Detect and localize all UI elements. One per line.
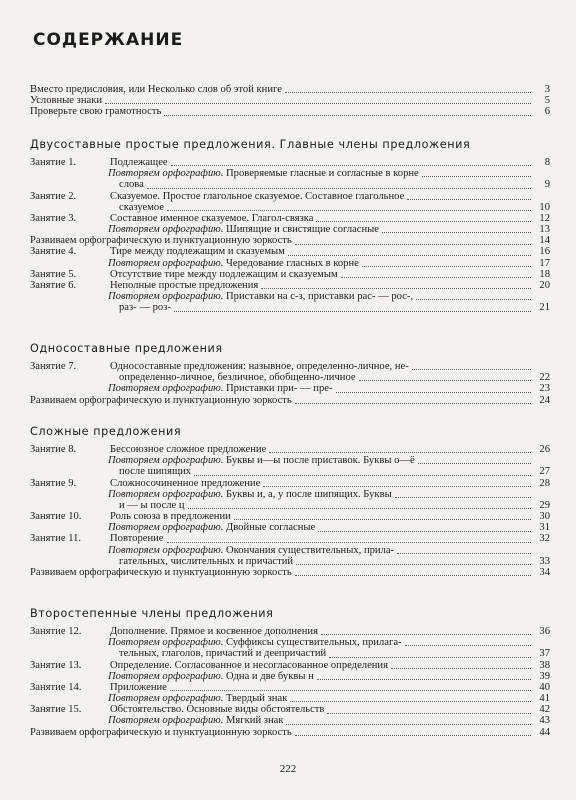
toc-entry-label xyxy=(30,95,102,106)
toc-entry xyxy=(30,179,550,190)
toc-entry xyxy=(30,224,550,235)
toc-entry-label xyxy=(108,671,314,682)
dot-leader xyxy=(295,735,531,736)
page-ref: 8 xyxy=(544,156,550,168)
dot-leader xyxy=(285,92,531,93)
lesson-topic: Мягкий знак xyxy=(223,715,284,727)
toc-entry xyxy=(30,444,550,455)
toc-entry xyxy=(30,291,550,302)
toc-entry xyxy=(30,372,550,383)
dot-leader xyxy=(318,531,531,532)
toc-entry-label xyxy=(108,637,402,648)
dot-leader xyxy=(295,403,531,404)
toc-entry-label xyxy=(108,291,413,302)
toc-entry xyxy=(30,247,550,258)
entry-title: Развиваем орфографическую и пунктуационную зоркость xyxy=(30,235,292,247)
toc-entry xyxy=(30,682,550,693)
toc-entry-label xyxy=(119,372,356,383)
dot-leader xyxy=(269,452,531,453)
continuation-text: слова xyxy=(119,179,144,191)
page-title: СОДЕРЖАНИЕ xyxy=(33,30,184,50)
toc-entry xyxy=(30,511,550,522)
dot-leader xyxy=(336,392,531,393)
dot-leader xyxy=(418,463,531,464)
toc-entry-label xyxy=(108,383,333,394)
lesson-title: Составное именное сказуемое. Глагол-связка xyxy=(110,212,314,224)
toc-entry xyxy=(30,455,550,466)
lesson-title: Обстоятельство. Основные виды обстоятельств xyxy=(110,704,325,716)
toc-entry xyxy=(30,191,550,202)
toc-entry-label xyxy=(108,545,394,556)
lesson-number: Занятие 6. xyxy=(30,280,77,292)
repeat-orthography-label: Повторяем орфографию. xyxy=(108,291,224,303)
toc-entry xyxy=(30,235,550,246)
lesson-title: Роль союза в предложении xyxy=(110,511,231,523)
dot-leader xyxy=(317,679,531,680)
toc-entry-label xyxy=(108,522,315,533)
toc-entry-label xyxy=(30,682,167,693)
section-heading: Двусоставные простые предложения. Главные члены предложения xyxy=(30,138,471,151)
lesson-number: Занятие 4. xyxy=(30,246,77,258)
dot-leader xyxy=(188,508,531,509)
dot-leader xyxy=(261,288,531,289)
toc-entry-label xyxy=(30,280,258,291)
toc-entry-label xyxy=(30,157,168,168)
repeat-orthography-label: Повторяем орфографию. xyxy=(108,455,224,467)
lesson-number: Занятие 7. xyxy=(30,360,77,372)
toc-entry-label xyxy=(30,511,231,522)
page-ref: 42 xyxy=(539,704,550,716)
page-ref: 23 xyxy=(539,383,550,395)
page-ref: 10 xyxy=(539,201,550,213)
lesson-number: Занятие 2. xyxy=(30,190,77,202)
dot-leader xyxy=(296,564,531,565)
page-ref: 36 xyxy=(539,625,550,637)
dot-leader xyxy=(194,475,531,476)
repeat-orthography-label: Повторяем орфографию. xyxy=(108,522,224,534)
lesson-title: Отсутствие тире между подлежащим и сказуемым xyxy=(110,268,338,280)
dot-leader xyxy=(397,553,531,554)
dot-leader xyxy=(329,657,531,658)
repeat-orthography-label: Повторяем орфографию. xyxy=(108,670,224,682)
toc-entry-label xyxy=(108,224,379,235)
toc-entry xyxy=(30,648,550,659)
toc-entry-label xyxy=(119,556,293,567)
page-number: 222 xyxy=(279,763,297,775)
dot-leader xyxy=(167,542,531,543)
dot-leader xyxy=(391,668,531,669)
toc-entry-label xyxy=(30,246,285,257)
toc-entry xyxy=(30,202,550,213)
page-ref: 33 xyxy=(539,555,550,567)
lesson-title: Определение. Согласованное и несогласованное определения xyxy=(110,659,388,671)
lesson-number: Занятие 9. xyxy=(30,477,77,489)
toc-entry xyxy=(30,395,550,406)
dot-leader xyxy=(295,575,531,576)
lesson-topic: Шипящие и свистящие согласные xyxy=(223,224,380,236)
toc-entry-label xyxy=(119,500,185,511)
toc-entry-label xyxy=(108,258,359,269)
toc-entry xyxy=(30,258,550,269)
repeat-orthography-label: Повторяем орфографию. xyxy=(108,488,224,500)
section-list xyxy=(30,626,550,738)
intro-list xyxy=(30,84,550,118)
page-ref: 16 xyxy=(539,246,550,258)
page-ref: 41 xyxy=(539,693,550,705)
continuation-text: и — ы после ц xyxy=(119,499,185,511)
toc-entry-label xyxy=(30,704,324,715)
dot-leader xyxy=(382,232,531,233)
dot-leader xyxy=(422,176,531,177)
page-ref: 22 xyxy=(539,372,550,384)
toc-entry-label xyxy=(119,202,164,213)
lesson-number: Занятие 15. xyxy=(30,704,82,716)
entry-title: Развиваем орфографическую и пунктуационную зоркость xyxy=(30,726,292,738)
lesson-topic: Суффиксы существительных, прилага- xyxy=(223,637,402,649)
page-ref: 39 xyxy=(539,670,550,682)
toc-entry-label xyxy=(30,191,404,202)
section-list xyxy=(30,444,550,578)
page-ref: 17 xyxy=(539,257,550,269)
page-ref: 38 xyxy=(539,659,550,671)
lesson-topic: Двойные согласные xyxy=(223,522,316,534)
toc-entry xyxy=(30,556,550,567)
toc-entry-label xyxy=(30,395,292,406)
toc-entry xyxy=(30,567,550,578)
page-ref: 27 xyxy=(539,466,550,478)
toc-entry xyxy=(30,693,550,704)
lesson-topic: Твердый знак xyxy=(223,693,288,705)
entry-title: Условные знаки xyxy=(30,95,103,107)
page-ref: 24 xyxy=(539,394,550,406)
lesson-topic: Приставки при- — пре- xyxy=(223,383,333,395)
toc-entry xyxy=(30,157,550,168)
toc-entry xyxy=(30,626,550,637)
toc-entry-label xyxy=(30,269,338,280)
page-ref: 21 xyxy=(539,302,550,314)
dot-leader xyxy=(164,115,531,116)
page-ref: 43 xyxy=(539,715,550,727)
repeat-orthography-label: Повторяем орфографию. xyxy=(108,383,224,395)
page-ref: 13 xyxy=(539,224,550,236)
repeat-orthography-label: Повторяем орфографию. xyxy=(108,544,224,556)
lesson-title: Приложение xyxy=(110,681,167,693)
toc-entry-label xyxy=(30,660,388,671)
dot-leader xyxy=(295,244,531,245)
page-ref: 34 xyxy=(539,567,550,579)
toc-entry-label xyxy=(108,489,392,500)
toc-entry xyxy=(30,637,550,648)
entry-title: Развиваем орфографическую и пунктуационную зоркость xyxy=(30,394,292,406)
toc-entry-label xyxy=(119,302,171,313)
lesson-topic: Приставки на с-з, приставки рас- — рос-, xyxy=(223,291,414,303)
page-ref: 6 xyxy=(544,106,550,118)
toc-entry-label xyxy=(119,179,144,190)
dot-leader xyxy=(286,724,531,725)
lesson-title: Сказуемое. Простое глагольное сказуемое. Составное глагольное xyxy=(110,190,405,202)
toc-entry xyxy=(30,106,550,117)
continuation-text: раз- — роз- xyxy=(119,302,171,314)
toc-entry-label xyxy=(108,168,419,179)
continuation-text: сказуемое xyxy=(119,201,165,213)
dot-leader xyxy=(359,380,531,381)
lesson-topic: Проверяемые гласные и согласные в корне xyxy=(223,168,419,180)
toc-entry-label xyxy=(30,478,260,489)
toc-entry-label xyxy=(30,567,292,578)
lesson-topic: Буквы и, а, у после шипящих. Буквы xyxy=(223,488,392,500)
dot-leader xyxy=(405,645,531,646)
repeat-orthography-label: Повторяем орфографию. xyxy=(108,715,224,727)
repeat-orthography-label: Повторяем орфографию. xyxy=(108,257,224,269)
toc-entry xyxy=(30,534,550,545)
toc-entry-label xyxy=(30,444,266,455)
lesson-number: Занятие 3. xyxy=(30,212,77,224)
repeat-orthography-label: Повторяем орфографию. xyxy=(108,168,224,180)
toc-entry xyxy=(30,95,550,106)
dot-leader xyxy=(412,369,531,370)
lesson-number: Занятие 10. xyxy=(30,511,82,523)
section-heading: Второстепенные члены предложения xyxy=(30,607,274,620)
toc-entry xyxy=(30,545,550,556)
toc-entry-label xyxy=(30,626,318,637)
continuation-text: гательных, числительных и причастий xyxy=(119,555,294,567)
dot-leader xyxy=(263,486,531,487)
dot-leader xyxy=(167,210,531,211)
lesson-topic: Буквы и—ы после приставок. Буквы о—ё xyxy=(223,455,415,467)
toc-entry xyxy=(30,500,550,511)
repeat-orthography-label: Повторяем орфографию. xyxy=(108,224,224,236)
lesson-number: Занятие 12. xyxy=(30,625,82,637)
page-ref: 32 xyxy=(539,533,550,545)
toc-entry-label xyxy=(30,84,282,95)
entry-title: Проверьте свою грамотность xyxy=(30,106,162,118)
dot-leader xyxy=(316,221,531,222)
toc-entry xyxy=(30,302,550,313)
dot-leader xyxy=(327,713,531,714)
lesson-title: Односоставные предложения: назывное, определенно-личное, не- xyxy=(110,360,409,372)
toc-entry xyxy=(30,84,550,95)
page-ref: 14 xyxy=(539,235,550,247)
toc-entry xyxy=(30,466,550,477)
lesson-title: Дополнение. Прямое и косвенное дополнения xyxy=(110,625,318,637)
page-ref: 44 xyxy=(539,726,550,738)
page-ref: 40 xyxy=(539,681,550,693)
entry-title: Вместо предисловия, или Несколько слов об этой книге xyxy=(30,83,282,95)
toc-entry-label xyxy=(30,533,164,544)
page-ref: 12 xyxy=(539,212,550,224)
toc-entry xyxy=(30,671,550,682)
lesson-title: Подлежащее xyxy=(110,156,168,168)
page-ref: 30 xyxy=(539,511,550,523)
page-ref: 18 xyxy=(539,268,550,280)
toc-entry-label xyxy=(108,455,415,466)
toc-entry-label xyxy=(30,213,313,224)
dot-leader xyxy=(105,103,531,104)
toc-entry xyxy=(30,168,550,179)
lesson-title: Сложносочиненное предложение xyxy=(110,477,261,489)
lesson-topic: Одна и две буквы н xyxy=(223,670,314,682)
lesson-title: Повторение xyxy=(110,533,164,545)
dot-leader xyxy=(416,299,531,300)
page-ref: 5 xyxy=(544,95,550,107)
dot-leader xyxy=(290,701,531,702)
section-list xyxy=(30,157,550,314)
dot-leader xyxy=(321,634,531,635)
dot-leader xyxy=(170,690,531,691)
page-ref: 31 xyxy=(539,522,550,534)
lesson-title: Неполные простые предложения xyxy=(110,280,259,292)
toc-entry xyxy=(30,727,550,738)
toc-entry-label xyxy=(30,727,292,738)
lesson-number: Занятие 14. xyxy=(30,681,82,693)
toc-entry-label xyxy=(30,235,292,246)
toc-entry xyxy=(30,704,550,715)
toc-entry xyxy=(30,361,550,372)
toc-entry xyxy=(30,213,550,224)
section-list xyxy=(30,361,550,406)
dot-leader xyxy=(395,497,531,498)
lesson-number: Занятие 11. xyxy=(30,533,82,545)
lesson-topic: Чередование гласных в корне xyxy=(223,257,359,269)
continuation-text: тельных, глаголов, причастий и деепричастий xyxy=(119,648,327,660)
page-ref: 20 xyxy=(539,280,550,292)
toc-entry xyxy=(30,280,550,291)
dot-leader xyxy=(174,311,531,312)
continuation-text: определенно-личное, безличное, обобщенно-личное xyxy=(119,372,356,384)
toc-entry-label xyxy=(119,466,191,477)
page-ref: 9 xyxy=(544,179,550,191)
toc-entry-label xyxy=(108,693,287,704)
page-ref: 37 xyxy=(539,648,550,660)
repeat-orthography-label: Повторяем орфографию. xyxy=(108,637,224,649)
lesson-number: Занятие 5. xyxy=(30,268,77,280)
lesson-number: Занятие 8. xyxy=(30,443,77,455)
page-ref: 26 xyxy=(539,443,550,455)
toc-entry-label xyxy=(30,361,409,372)
toc-entry-label xyxy=(119,648,326,659)
dot-leader xyxy=(341,277,531,278)
dot-leader xyxy=(362,266,531,267)
repeat-orthography-label: Повторяем орфографию. xyxy=(108,693,224,705)
lesson-title: Бессоюзное сложное предложение xyxy=(110,443,267,455)
toc-entry xyxy=(30,489,550,500)
toc-entry xyxy=(30,383,550,394)
lesson-topic: Окончания существительных, прила- xyxy=(223,544,395,556)
dot-leader xyxy=(407,199,531,200)
toc-entry xyxy=(30,522,550,533)
page-ref: 28 xyxy=(539,477,550,489)
toc-entry xyxy=(30,478,550,489)
lesson-number: Занятие 1. xyxy=(30,156,77,168)
toc-entry-label xyxy=(30,106,161,117)
toc-entry-label xyxy=(108,715,283,726)
dot-leader xyxy=(234,519,531,520)
dot-leader xyxy=(147,188,531,189)
page-ref: 29 xyxy=(539,499,550,511)
page-ref: 3 xyxy=(544,83,550,95)
toc-entry xyxy=(30,269,550,280)
entry-title: Развиваем орфографическую и пунктуационную зоркость xyxy=(30,567,292,579)
lesson-number: Занятие 13. xyxy=(30,659,82,671)
toc-entry xyxy=(30,716,550,727)
dot-leader xyxy=(288,255,531,256)
toc-entry xyxy=(30,660,550,671)
section-heading: Сложные предложения xyxy=(30,425,182,438)
section-heading: Односоставные предложения xyxy=(30,342,223,355)
lesson-title: Тире между подлежащим и сказуемым xyxy=(110,246,285,258)
dot-leader xyxy=(171,165,531,166)
continuation-text: после шипящих xyxy=(119,466,192,478)
